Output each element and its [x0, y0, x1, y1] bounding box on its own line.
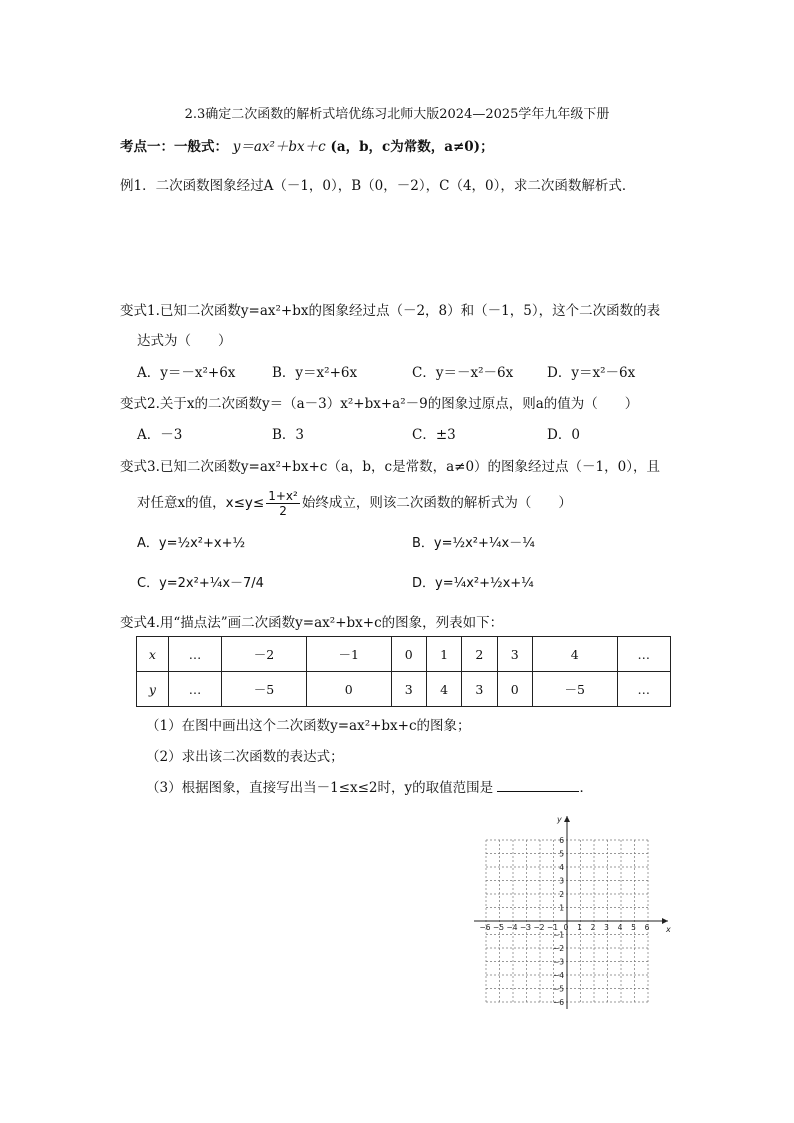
table-cell: 2	[462, 637, 497, 672]
section-note: (a，b，c为常数，a≠0)；	[330, 139, 494, 155]
y-tick-label: 4	[559, 863, 564, 872]
q1-option-a[interactable]: A．y＝－x²+6x	[137, 365, 236, 381]
x-tick-label: 1	[577, 923, 582, 932]
table-cell: 1	[426, 637, 461, 672]
q1-stem-line2: 达式为（ ）	[137, 333, 232, 349]
table-cell: 0	[391, 637, 426, 672]
q3-stem-line2	[137, 488, 572, 518]
table-cell: －5	[532, 672, 617, 707]
y-tick-label: −5	[552, 984, 564, 994]
q3-prefix: 对任意x的值，	[137, 495, 226, 511]
coordinate-grid[interactable]	[470, 812, 675, 1012]
x-tick-label: −5	[492, 923, 505, 932]
table-cell: 3	[497, 637, 532, 672]
table-cell: …	[168, 637, 221, 672]
x-tick-label: 5	[631, 923, 636, 932]
y-tick-label: −2	[552, 944, 564, 953]
q3-option-b[interactable]: B．y=½x²+¼x－¼	[412, 536, 535, 551]
y-tick-label: −1	[552, 930, 564, 940]
q3-fraction-numerator: 1+x²	[268, 488, 298, 503]
y-tick-label: −6	[552, 998, 564, 1007]
x-tick-label: −6	[479, 923, 491, 932]
x-tick-label: −3	[519, 923, 532, 932]
answer-blank[interactable]	[497, 779, 579, 792]
q1-option-c[interactable]: C．y＝－x²－6x	[412, 365, 514, 381]
q3-option-d[interactable]: D．y=¼x²+½x+¼	[412, 576, 534, 591]
section-label: 考点一：一般式：	[120, 139, 228, 155]
y-tick-label: 1	[559, 903, 564, 913]
q3-fraction	[266, 489, 300, 518]
x-axis-arrow	[662, 918, 668, 924]
q1-option-b[interactable]: B．y＝x²+6x	[272, 365, 358, 381]
q2-option-d[interactable]: D．0	[547, 427, 580, 443]
q4-sub3	[146, 779, 593, 797]
table-row	[137, 637, 671, 672]
worksheet-title: 2.3确定二次函数的解析式培优练习北师大版2024—2025学年九年级下册	[184, 107, 610, 122]
q3-inequality: x≤y≤	[225, 495, 265, 511]
table-cell: 0	[497, 672, 532, 707]
q4-sub1: （1）在图中画出这个二次函数y=ax²+bx+c的图象；	[146, 718, 471, 734]
table-cell: －2	[222, 637, 307, 672]
q1-option-d[interactable]: D．y＝x²－6x	[547, 365, 636, 381]
q3-suffix: 始终成立，则该二次函数的解析式为（ ）	[301, 495, 572, 511]
example-1: 例1．二次函数图象经过A（－1，0），B（0，－2），C（4，0），求二次函数解析式．	[120, 178, 636, 194]
x-tick-label: −1	[546, 923, 559, 932]
table-cell: …	[617, 672, 670, 707]
table-cell: …	[168, 672, 221, 707]
q4-sub3-end: ．	[579, 780, 593, 796]
q4-sub2: （2）求出该二次函数的表达式；	[146, 749, 344, 765]
table-cell: x	[137, 637, 169, 672]
x-tick-label: 3	[604, 923, 609, 932]
x-tick-label: 2	[590, 923, 596, 932]
q2-option-a[interactable]: A．－3	[137, 427, 183, 443]
y-tick-label: 6	[559, 836, 564, 845]
y-axis-arrow	[564, 816, 570, 822]
y-tick-label: −4	[552, 971, 564, 980]
q3-stem-line1: 变式3.已知二次函数y=ax²+bx+c（a，b，c是常数，a≠0）的图象经过点（－1，0），且	[120, 459, 660, 475]
x-axis-label: x	[666, 925, 671, 934]
section-heading	[120, 138, 494, 156]
x-tick-label: −2	[533, 923, 545, 932]
table-cell: 4	[426, 672, 461, 707]
q3-option-c[interactable]: C．y=2x²+¼x－7/4	[137, 576, 264, 591]
q4-sub3-text: （3）根据图象，直接写出当－1≤x≤2时，y的取值范围是	[146, 780, 494, 796]
x-tick-label: −4	[506, 923, 518, 932]
y-tick-label: 2	[559, 890, 564, 899]
y-tick-label: 3	[559, 876, 564, 886]
q4-stem: 变式4.用“描点法”画二次函数y=ax²+bx+c的图象，列表如下：	[120, 615, 504, 631]
y-tick-label: −3	[552, 957, 564, 967]
table-cell: 0	[306, 672, 391, 707]
x-tick-label: 0	[563, 923, 569, 932]
q3-fraction-denominator: 2	[279, 503, 287, 518]
y-tick-label: 5	[559, 849, 564, 859]
table-cell: 3	[391, 672, 426, 707]
x-tick-label: 6	[644, 923, 650, 932]
table-cell: 3	[462, 672, 497, 707]
q1-stem-line1: 变式1.已知二次函数y=ax²+bx的图象经过点（－2，8）和（－1，5），这个二次函数的表	[120, 303, 661, 319]
q2-stem: 变式2.关于x的二次函数y＝（a－3）x²+bx+a²－9的图象过原点，则a的值为（ ）	[120, 396, 639, 412]
q2-option-b[interactable]: B．3	[272, 427, 305, 443]
section-formula: y＝ax²＋bx＋c	[232, 139, 326, 155]
q3-option-a[interactable]: A．y=½x²+x+½	[137, 536, 246, 551]
table-cell: －1	[306, 637, 391, 672]
table-cell: －5	[222, 672, 307, 707]
q2-option-c[interactable]: C．±3	[412, 427, 456, 443]
y-axis-label: y	[557, 815, 562, 824]
x-tick-label: 4	[617, 923, 623, 932]
value-table	[136, 636, 671, 707]
table-cell: …	[617, 637, 670, 672]
table-cell: 4	[532, 637, 617, 672]
table-cell: y	[137, 672, 169, 707]
table-row	[137, 672, 671, 707]
